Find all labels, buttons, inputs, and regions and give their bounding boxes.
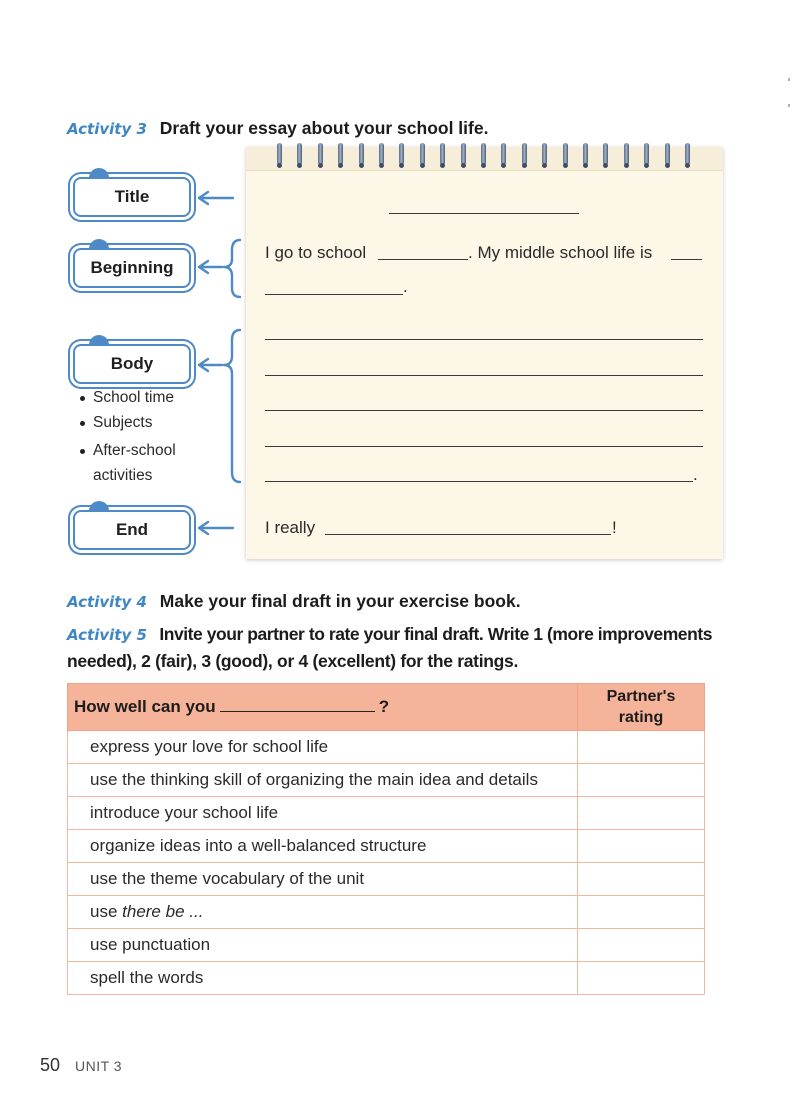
criterion-text: spell the words (90, 968, 204, 987)
criterion-text: use the thinking skill of organizing the main idea and details (90, 770, 538, 789)
table-row (68, 929, 705, 962)
activity-5-heading (67, 621, 712, 649)
end-blank[interactable] (325, 534, 611, 535)
title-label-box (73, 177, 191, 217)
activity-3-heading (67, 115, 488, 143)
binding-ring (379, 143, 384, 165)
activity-4-label: Activity 4 (67, 593, 147, 611)
criterion-cell (68, 863, 578, 896)
activity-3-text: Draft your essay about your school life. (159, 118, 489, 138)
binding-ring (359, 143, 364, 165)
body-line-2[interactable] (265, 375, 703, 376)
beginning-sentence (265, 243, 366, 263)
binding-ring (420, 143, 425, 165)
criterion-cell (68, 830, 578, 863)
rating-cell[interactable] (578, 731, 705, 764)
list-item: After-school activities (80, 438, 193, 488)
margin-mark (788, 78, 790, 81)
body-brace (224, 330, 240, 482)
beginning-blank-1[interactable] (378, 259, 468, 260)
beginning-period: . (403, 277, 408, 296)
binding-ring (440, 143, 445, 165)
question-suffix: ? (378, 697, 390, 716)
criterion-cell (68, 962, 578, 995)
unit-label: UNIT 3 (75, 1058, 123, 1074)
table-row (68, 830, 705, 863)
rating-cell[interactable] (578, 863, 705, 896)
criterion-cell (68, 929, 578, 962)
body-period: . (693, 465, 698, 484)
binding-ring (338, 143, 343, 165)
body-line-4[interactable] (265, 446, 703, 447)
criterion-text: use (90, 902, 123, 921)
question-prefix: How well can you (74, 697, 216, 716)
binding-ring (481, 143, 486, 165)
binding-ring (277, 143, 282, 165)
rating-table (67, 683, 705, 995)
end-sentence (265, 518, 315, 538)
beginning-sentence-cont (468, 243, 652, 263)
table-header-row (68, 684, 705, 731)
activity-5-text-1: Invite your partner to rate your final draft. Write 1 (more improvements (159, 624, 712, 644)
end-label-box (73, 510, 191, 550)
end-exclamation: ! (612, 518, 617, 537)
body-arrow (199, 359, 222, 371)
rating-cell[interactable] (578, 797, 705, 830)
criterion-text: organize ideas into a well-balanced structure (90, 836, 427, 855)
title-blank-line[interactable] (389, 213, 579, 214)
activity-4-heading (67, 588, 521, 616)
activity-5-text-2: needed), 2 (fair), 3 (good), or 4 (excellent) for the ratings. (67, 651, 519, 671)
end-text-1: I really (265, 518, 316, 537)
criterion-cell (68, 731, 578, 764)
activity-3-label: Activity 3 (67, 120, 147, 138)
binding-ring (644, 143, 649, 165)
criterion-text: use punctuation (90, 935, 211, 954)
binding-ring (461, 143, 466, 165)
criterion-cell (68, 764, 578, 797)
beginning-brace (224, 240, 240, 297)
beginning-label-box (73, 248, 191, 288)
activity-4-text: Make your final draft in your exercise book. (159, 591, 521, 611)
criterion-cell (68, 797, 578, 830)
margin-mark (788, 104, 790, 107)
criterion-text: express your love for school life (90, 737, 329, 756)
question-header (68, 684, 578, 731)
binding-ring (542, 143, 547, 165)
table-row (68, 731, 705, 764)
table-row (68, 764, 705, 797)
binding-ring (665, 143, 670, 165)
list-item: Subjects (80, 410, 193, 435)
essay-notebook (246, 147, 723, 559)
body-label: Body (110, 354, 154, 373)
beginning-text-1: I go to school (265, 243, 367, 262)
beginning-blank-3[interactable] (265, 294, 403, 295)
binding-ring (501, 143, 506, 165)
end-label: End (115, 520, 149, 539)
notebook-binding (246, 147, 723, 171)
body-line-3[interactable] (265, 410, 703, 411)
list-item: School time (80, 385, 193, 410)
beginning-text-2: . My middle school life is (468, 243, 653, 262)
rating-cell[interactable] (578, 929, 705, 962)
criterion-cell (68, 896, 578, 929)
beginning-label: Beginning (90, 258, 174, 277)
title-arrow (199, 192, 233, 204)
rating-cell[interactable] (578, 896, 705, 929)
binding-ring (522, 143, 527, 165)
binding-ring (297, 143, 302, 165)
binding-ring (583, 143, 588, 165)
body-line-5[interactable] (265, 481, 693, 482)
binding-ring (563, 143, 568, 165)
body-points-list (80, 385, 193, 488)
activity-5-heading-line2 (67, 648, 518, 675)
beginning-arrow (199, 261, 222, 273)
beginning-blank-2[interactable] (671, 259, 702, 260)
binding-ring (399, 143, 404, 165)
body-line-1[interactable] (265, 339, 703, 340)
binding-ring (318, 143, 323, 165)
criterion-text: use the theme vocabulary of the unit (90, 869, 365, 888)
title-label: Title (114, 187, 150, 206)
end-arrow (199, 522, 233, 534)
criterion-text: introduce your school life (90, 803, 279, 822)
table-row (68, 962, 705, 995)
binding-ring (624, 143, 629, 165)
rating-cell[interactable] (578, 830, 705, 863)
rating-cell[interactable] (578, 962, 705, 995)
body-label-box (73, 344, 191, 384)
criterion-emphasis: there be ... (122, 902, 204, 921)
binding-ring (685, 143, 690, 165)
rating-header: Partner's rating (578, 684, 705, 731)
page-number: 50 (40, 1055, 61, 1075)
table-row (68, 896, 705, 929)
table-row (68, 797, 705, 830)
table-row (68, 863, 705, 896)
binding-ring (603, 143, 608, 165)
rating-cell[interactable] (578, 764, 705, 797)
activity-5-label: Activity 5 (67, 626, 147, 644)
question-blank[interactable] (220, 697, 375, 712)
